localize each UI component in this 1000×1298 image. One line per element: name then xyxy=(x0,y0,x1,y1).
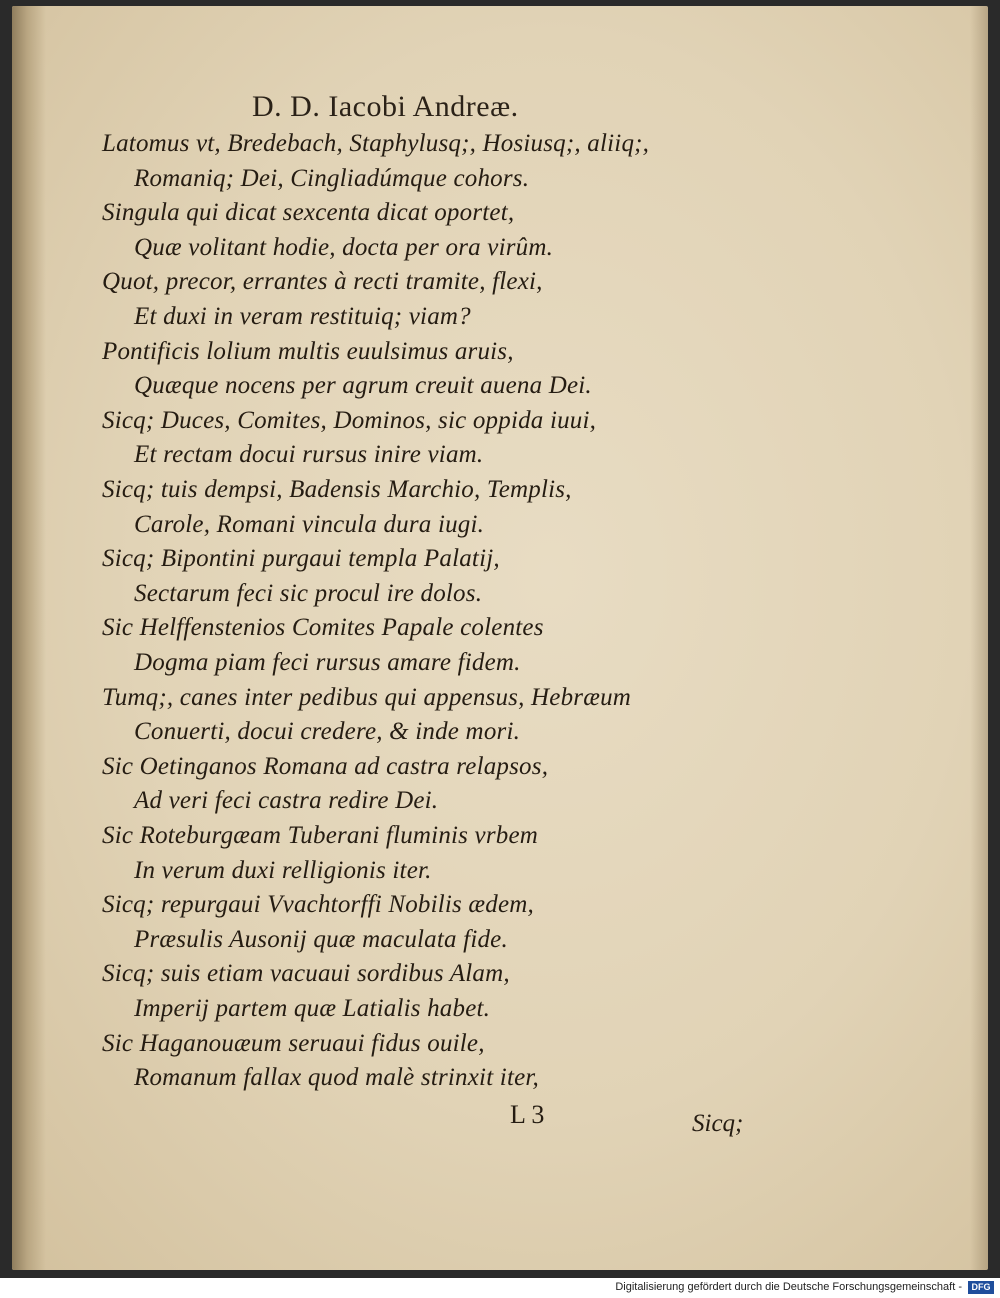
verse-line-pentameter: Conuerti, docui credere, & inde mori. xyxy=(134,718,521,746)
verse-line-hexameter: Sic Helffenstenios Comites Papale colentes xyxy=(102,614,544,642)
funding-notice: Digitalisierung gefördert durch die Deutsche Forschungsgemeinschaft - xyxy=(615,1281,962,1293)
verse-line-hexameter: Singula qui dicat sexcenta dicat oportet, xyxy=(102,199,515,227)
footer-bar xyxy=(0,1278,1000,1298)
verse-line-hexameter: Sicq; suis etiam vacuaui sordibus Alam, xyxy=(102,960,510,988)
verse-line-hexameter: Pontificis lolium multis euulsimus aruis, xyxy=(102,337,514,365)
verse-line-hexameter: Sic Oetinganos Romana ad castra relapsos, xyxy=(102,752,549,780)
page-edge xyxy=(970,6,988,1270)
verse-line-pentameter: Dogma piam feci rursus amare fidem. xyxy=(134,649,521,676)
catchword: Sicq; xyxy=(692,1110,744,1137)
verse-line-pentameter: Carole, Romani vincula dura iugi. xyxy=(134,510,485,538)
verse-line-hexameter: Tumq;, canes inter pedibus qui appensus, Hebræum xyxy=(102,683,632,711)
verse-line-pentameter: In verum duxi relligionis iter. xyxy=(134,856,432,884)
verse-line-hexameter: Sicq; Bipontini purgaui templa Palatij, xyxy=(102,545,500,573)
verse-line-hexameter: Latomus vt, Bredebach, Staphylusq;, Hosiusq;, aliiq;, xyxy=(102,130,650,157)
verse-line-pentameter: Et duxi in veram restituiq; viam? xyxy=(134,303,471,330)
verse-line-hexameter: Sicq; tuis dempsi, Badensis Marchio, Templis, xyxy=(102,476,572,503)
verse-line-hexameter: Sicq; Duces, Comites, Dominos, sic oppida iuui, xyxy=(102,406,597,434)
dfg-logo: DFG xyxy=(968,1281,994,1294)
verse-line-pentameter: Quæque nocens per agrum creuit auena Dei. xyxy=(134,372,592,400)
verse-line-pentameter: Romaniq; Dei, Cingliadúmque cohors. xyxy=(134,164,530,192)
verse-line-pentameter: Quæ volitant hodie, docta per ora virûm. xyxy=(134,233,554,261)
verse-line-hexameter: Sicq; repurgaui Vvachtorffi Nobilis ædem, xyxy=(102,891,535,919)
verse-line-hexameter: Sic Roteburgæam Tuberani fluminis vrbem xyxy=(102,822,539,849)
verse-line-pentameter: Ad veri feci castra redire Dei. xyxy=(134,787,439,815)
verse-line-pentameter: Et rectam docui rursus inire viam. xyxy=(134,441,484,469)
verse-line-pentameter: Imperij partem quæ Latialis habet. xyxy=(134,995,491,1022)
verse-line-hexameter: Quot, precor, errantes à recti tramite, flexi, xyxy=(102,268,543,296)
signature-mark: L 3 xyxy=(510,1100,545,1129)
running-head: D. D. Iacobi Andreæ. xyxy=(252,90,519,123)
book-page xyxy=(12,6,988,1270)
verse-line-hexameter: Sic Haganouæum seruaui fidus ouile, xyxy=(102,1029,485,1057)
verse-line-pentameter: Sectarum feci sic procul ire dolos. xyxy=(134,579,483,607)
verse-line-pentameter: Romanum fallax quod malè strinxit iter, xyxy=(134,1064,539,1092)
verse-line-pentameter: Præsulis Ausonij quæ maculata fide. xyxy=(134,925,508,953)
page-gutter xyxy=(12,6,46,1270)
